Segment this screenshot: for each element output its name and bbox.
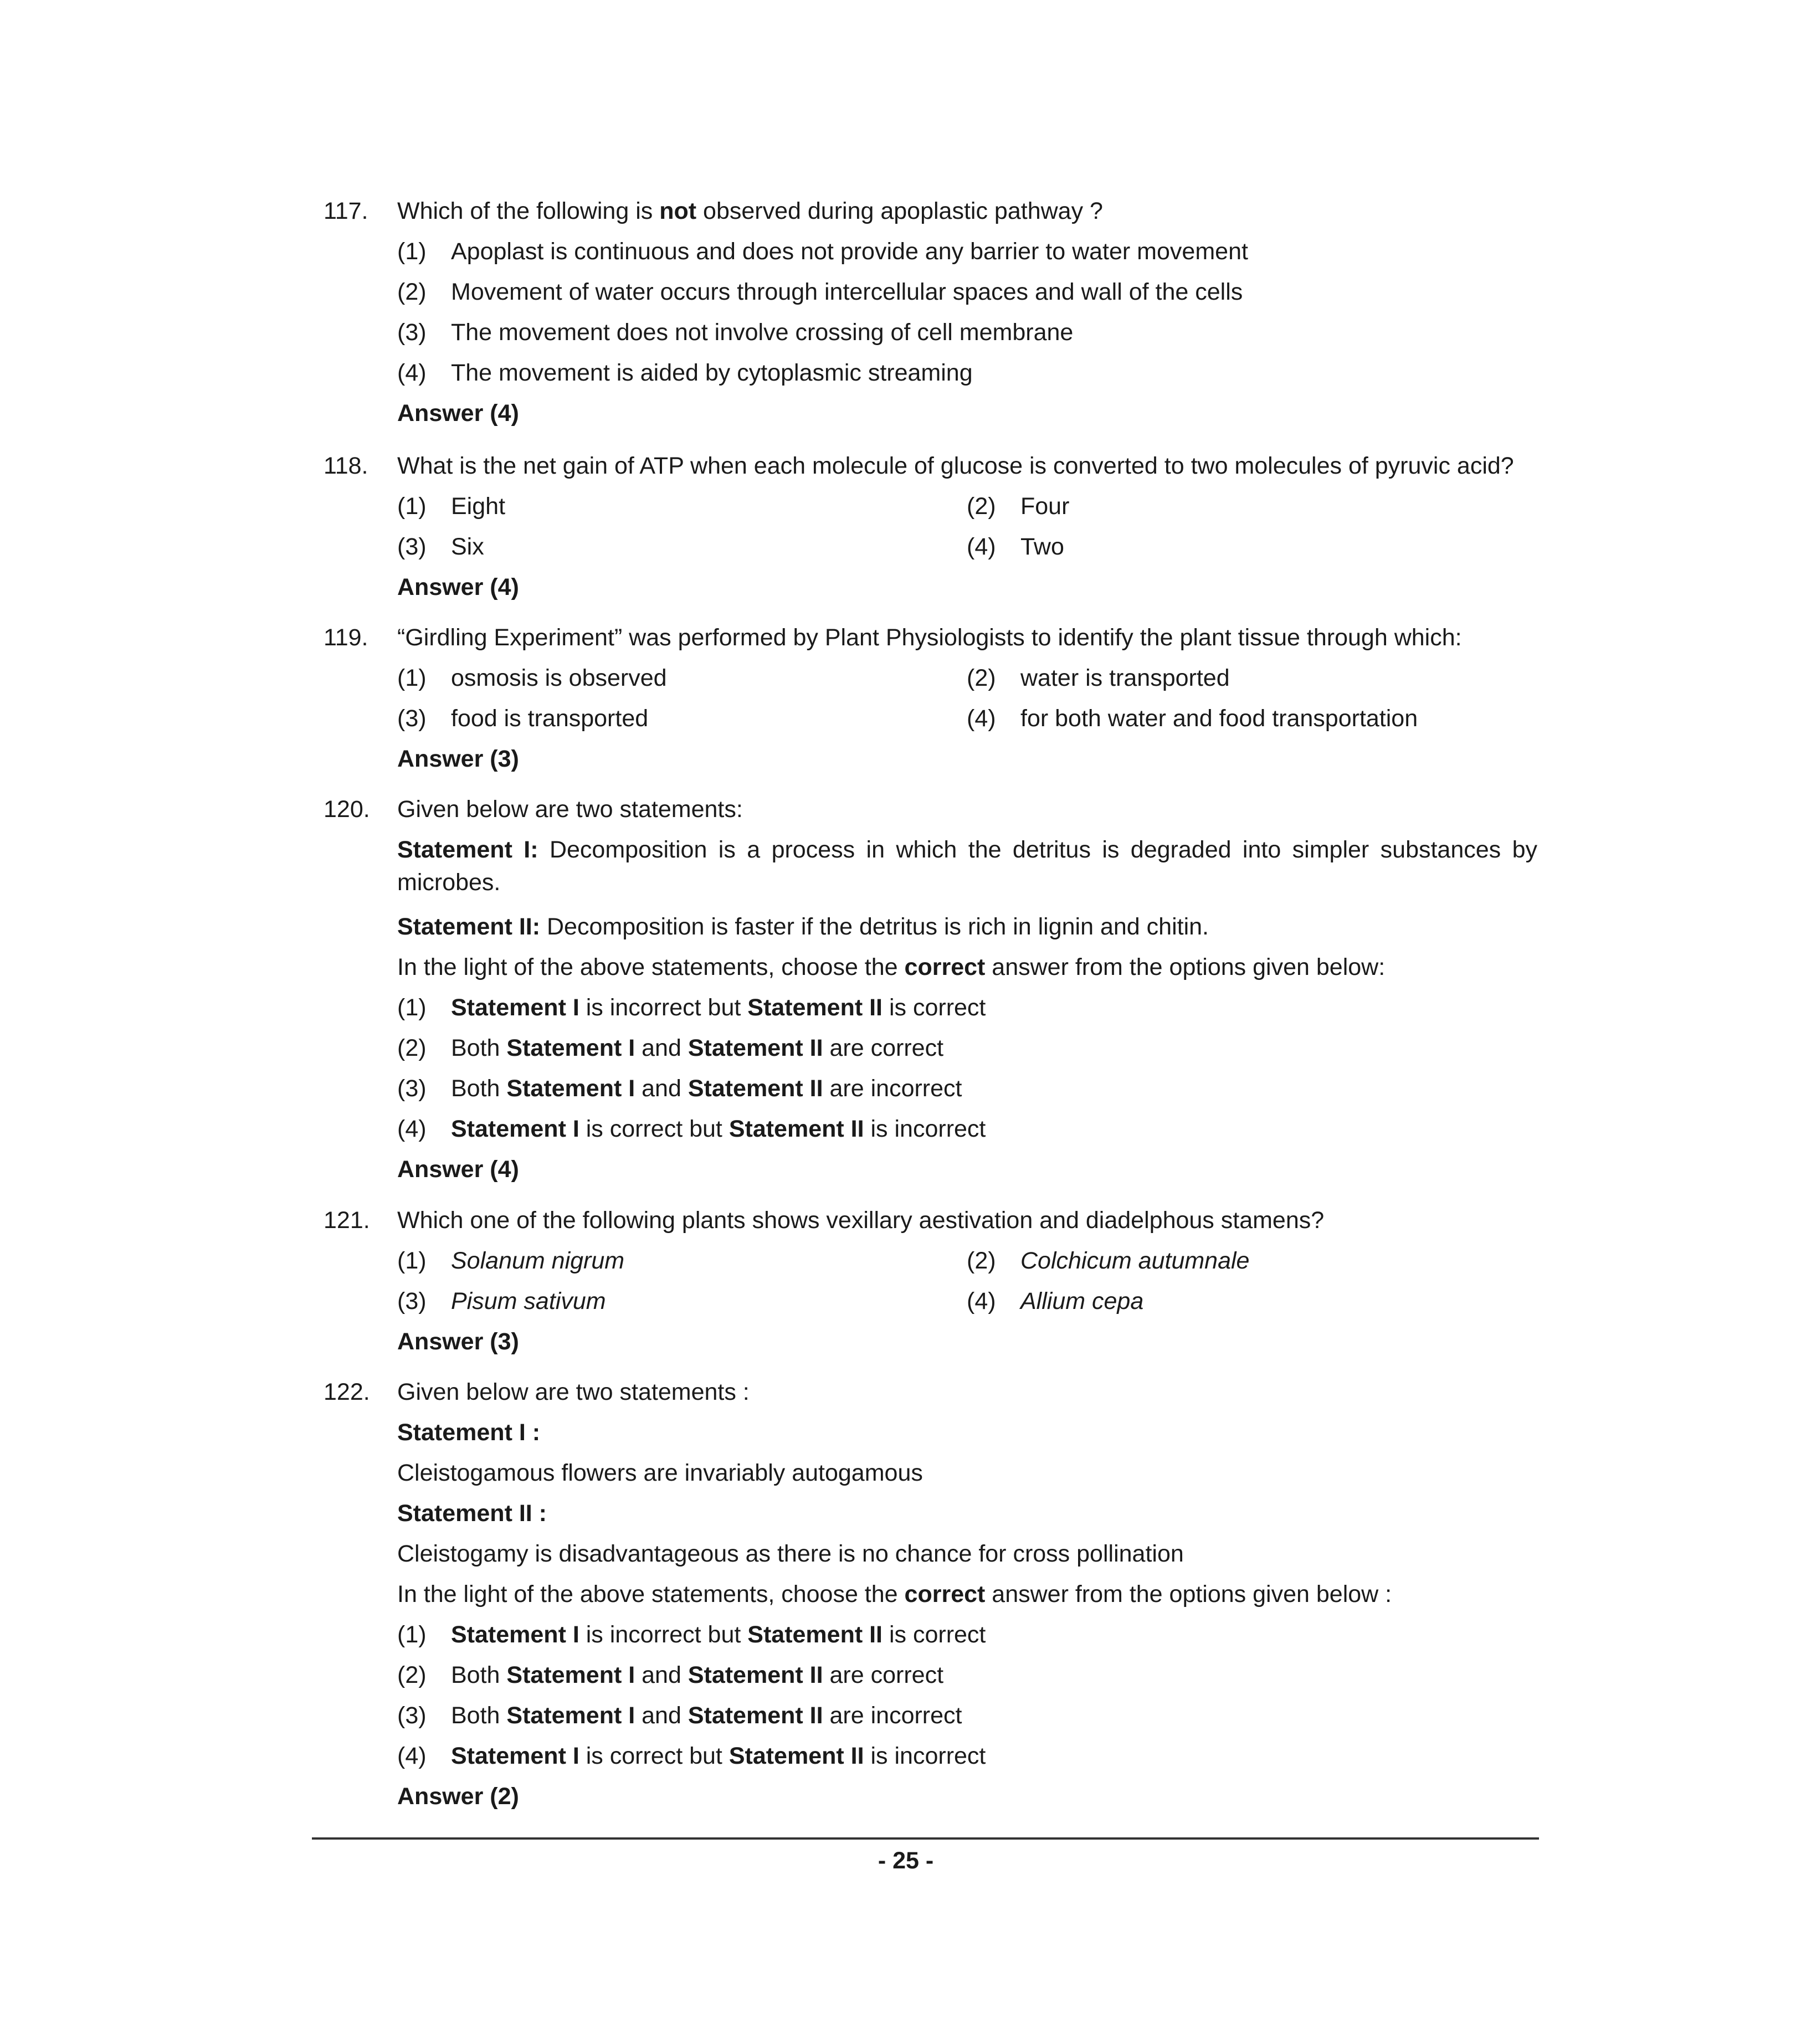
question-number: 119. (324, 624, 368, 651)
statement-2-label: Statement II : (397, 1500, 547, 1527)
option-1: (1) Statement I is incorrect but Statement II is correct (397, 994, 986, 1021)
answer: Answer (3) (397, 746, 519, 772)
option-3: (3) Both Statement I and Statement II are incorrect (397, 1075, 962, 1102)
option-1: (1) Statement I is incorrect but Statement II is correct (397, 1621, 986, 1648)
statement-1-text: Cleistogamous flowers are invariably autogamous (397, 1460, 923, 1486)
instruction: In the light of the above statements, choose the correct answer from the options given below: (397, 954, 1386, 980)
statement-2: Statement II: Decomposition is faster if the detritus is rich in lignin and chitin. (397, 913, 1209, 940)
option-1: (1) Apoplast is continuous and does not provide any barrier to water movement (397, 238, 1248, 265)
option-4: (4) Statement I is correct but Statement II is incorrect (397, 1743, 986, 1769)
exam-page: 117. Which of the following is not observed during apoplastic pathway ? (1) Apoplast is continuous and does not provide any barrier to water movement (2) Movement of water occurs through intercellular spaces and wall of the cells (3) The movement does not involve crossing of cell membrane (4) The movement is aided by cytoplasmic streaming Answer (4) 118. What is the net gain of ATP when each molecule of glucose is converted to two molecules of pyruvic acid? (1) Eight (2) Four (3) Six (4) Two Answer (4) 119. “Girdling Experiment” was performed by Plant Physiologists to identify the plant tissue through which: (1) osmosis is observed (2) water is transported (3) food is transported (4) for both water and food transportation Answer (3) 120. Given below are two statements: Statement I: Decomposition is a process in which the detritus is degraded into simpler substances by microbes. Statement II: Decomposition is faster if the detritus is rich in lignin and chitin. In the light of the above statements, choose the correct answer from the options given below: (1) Statement I is incorrect but Statement II is correct (2) Both Statement I and Statement II are correct (3) Both Statement I and Statement II are incorrect (4) Statement I is correct but Statement II is incorrect Answer (4) 121. Which one of the following plants shows vexillary aestivation and diadelphous stamens? (1) Solanum nigrum (2) Colchicum autumnale (3) Pisum sativum (4) Allium cepa Answer (3) 122. Given below are two statements : Statement I : Cleistogamous flowers are invariably autogamous Statement II : Cleistogamy is disadvantageous as there is no chance for cross pollination In the light of the above statements, choose the correct answer from the options given below : (1) Statement I is incorrect but Statement II is correct (2) Both Statement I and Statement II are correct (3) Both Statement I and Statement II are incorrect (4) Statement I is correct but Statement II is incorrect Answer (2) - 25 - (0, 0, 1811, 2044)
question-stem: Which one of the following plants shows vexillary aestivation and diadelphous stamens? (397, 1207, 1325, 1234)
answer: Answer (3) (397, 1328, 519, 1355)
question-number: 118. (324, 453, 368, 479)
answer: Answer (4) (397, 1156, 519, 1183)
question-number: 121. (324, 1207, 370, 1234)
footer-divider (312, 1837, 1539, 1840)
option-4: (4) Statement I is correct but Statement II is incorrect (397, 1116, 986, 1142)
statement-1-label: Statement I : (397, 1419, 541, 1446)
statement-2-text: Cleistogamy is disadvantageous as there is no chance for cross pollination (397, 1540, 1184, 1567)
question-stem: Given below are two statements: (397, 796, 743, 823)
option-3: (3) Both Statement I and Statement II are incorrect (397, 1702, 962, 1729)
question-stem: Which of the following is not observed during apoplastic pathway ? (397, 198, 1103, 224)
option-3: (3) The movement does not involve crossing of cell membrane (397, 319, 1074, 346)
question-stem: “Girdling Experiment” was performed by Plant Physiologists to identify the plant tissue through which: (397, 624, 1462, 651)
question-stem: Given below are two statements : (397, 1379, 750, 1405)
question-number: 120. (324, 796, 370, 823)
option-2: (2) Both Statement I and Statement II are correct (397, 1662, 944, 1688)
answer: Answer (4) (397, 400, 519, 427)
instruction: In the light of the above statements, choose the correct answer from the options given below : (397, 1581, 1392, 1608)
question-number: 122. (324, 1379, 370, 1405)
option-2: (2) Movement of water occurs through intercellular spaces and wall of the cells (397, 279, 1243, 305)
answer: Answer (4) (397, 574, 519, 600)
page-number: - 25 - (878, 1847, 934, 1874)
question-stem: What is the net gain of ATP when each molecule of glucose is converted to two molecules of pyruvic acid? (397, 453, 1514, 479)
question-number: 117. (324, 198, 368, 224)
option-4: (4) The movement is aided by cytoplasmic streaming (397, 360, 973, 386)
statement-1: Statement I: Decomposition is a process in which the detritus is degraded into simpler substances by microbes. (397, 836, 1537, 896)
option-2: (2) Both Statement I and Statement II are correct (397, 1035, 944, 1061)
answer: Answer (2) (397, 1783, 519, 1810)
